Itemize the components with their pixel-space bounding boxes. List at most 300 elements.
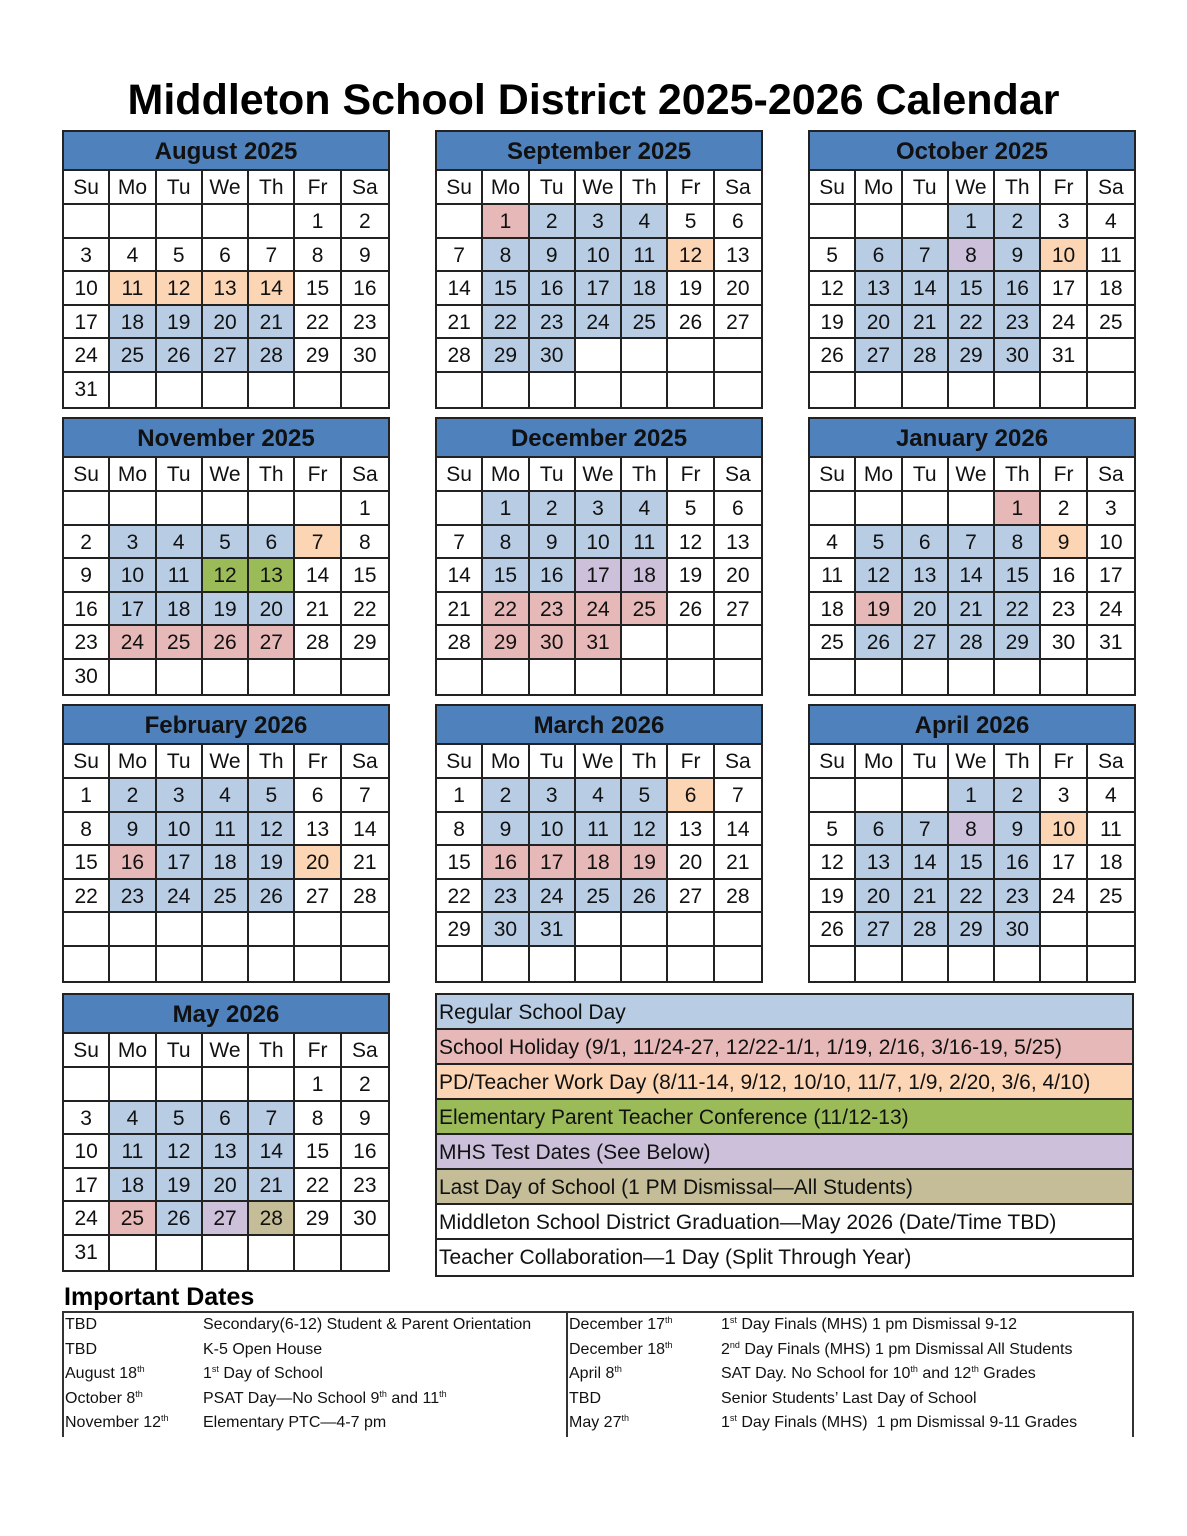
empty-day-cell [249,492,295,526]
empty-day-cell [949,660,995,694]
description-text: K-5 Open House [203,1340,323,1358]
empty-day-cell [157,205,203,239]
empty-day-cell [715,626,761,660]
day-cell: 9 [483,813,529,847]
description-text: Secondary(6-12) Student & Parent Orientation [203,1316,532,1333]
day-cell: 20 [903,593,949,627]
day-cell: 1 [949,205,995,239]
day-cell: 22 [342,593,388,627]
weekday-header: We [203,1034,249,1068]
legend [435,993,1134,1277]
day-cell: 18 [810,593,856,627]
weekday-header: We [576,458,622,492]
empty-day-cell [110,1068,156,1102]
empty-day-cell [110,660,156,694]
month-calendar [808,704,1136,983]
day-cell: 26 [249,880,295,914]
empty-day-cell [110,205,156,239]
important-dates-right-column [568,1313,1132,1437]
empty-day-cell [64,1068,110,1102]
day-cell: 18 [1088,846,1134,880]
important-date-row [64,1338,566,1363]
weekday-header: We [949,458,995,492]
legend-item-none: Teacher Collaboration—1 Day (Split Through Year) [439,1246,912,1269]
day-cell: 9 [995,239,1041,273]
day-cell: 8 [995,526,1041,560]
weekday-header: Mo [856,458,902,492]
ordinal-suffix: st [211,1364,219,1375]
month-calendar [808,130,1136,409]
empty-day-cell [483,660,529,694]
day-cell: 19 [157,306,203,340]
weekday-header: Mo [110,171,156,205]
day-cell: 26 [622,880,668,914]
weekday-header: Su [64,458,110,492]
day-cell: 31 [576,626,622,660]
day-cell: 20 [715,272,761,306]
day-cell: 21 [249,1169,295,1203]
day-cell: 13 [203,1135,249,1169]
day-cell: 4 [110,1102,156,1136]
important-date [568,1313,721,1338]
day-cell: 4 [576,779,622,813]
day-cell: 29 [949,339,995,373]
day-cell: 6 [715,205,761,239]
day-cell: 13 [903,559,949,593]
day-cell: 5 [249,779,295,813]
empty-day-cell [249,205,295,239]
day-cell: 27 [856,913,902,947]
day-cell: 10 [1041,813,1087,847]
important-date-row [64,1387,566,1412]
empty-day-cell [622,660,668,694]
day-cell: 29 [437,913,483,947]
weekday-header: Fr [295,1034,341,1068]
day-cell: 2 [995,205,1041,239]
day-cell: 5 [157,239,203,273]
empty-day-cell [576,913,622,947]
day-cell: 31 [1041,339,1087,373]
empty-day-cell [715,660,761,694]
empty-day-cell [295,1236,341,1270]
day-cell: 21 [249,306,295,340]
empty-day-cell [622,626,668,660]
day-cell: 19 [157,1169,203,1203]
day-cell: 25 [157,626,203,660]
month-title: September 2025 [437,132,761,171]
description-text: Senior Students’ Last Day of School [721,1389,977,1407]
month-title: January 2026 [810,419,1134,458]
empty-day-cell [576,947,622,981]
day-cell: 5 [856,526,902,560]
day-cell: 25 [1088,880,1134,914]
empty-day-cell [622,913,668,947]
day-cell: 26 [157,339,203,373]
weekday-header: Fr [1041,458,1087,492]
day-cell: 15 [295,272,341,306]
day-cell: 1 [483,205,529,239]
important-date-row [568,1362,1132,1387]
day-cell: 24 [64,1202,110,1236]
day-cell: 17 [64,1169,110,1203]
day-cell: 30 [342,339,388,373]
important-date [568,1411,721,1436]
legend-item-pd: PD/Teacher Work Day (8/11-14, 9/12, 10/10, 11/7, 1/9, 2/20, 3/6, 4/10) [437,1065,1132,1100]
month-title: May 2026 [64,995,388,1034]
day-cell: 13 [856,846,902,880]
day-cell: 9 [1041,526,1087,560]
weekday-header: We [203,745,249,779]
weekday-header: Mo [856,171,902,205]
day-cell: 6 [203,239,249,273]
day-cell: 11 [110,1135,156,1169]
day-cell: 2 [483,779,529,813]
empty-day-cell [856,205,902,239]
day-cell: 3 [576,492,622,526]
date-text: December 18 [569,1340,666,1358]
weekday-header: Su [64,171,110,205]
day-cell: 3 [1088,492,1134,526]
weekday-header: Sa [342,171,388,205]
empty-day-cell [530,660,576,694]
day-cell: 10 [110,559,156,593]
day-cell: 21 [342,846,388,880]
empty-day-cell [342,913,388,947]
weekday-header: Th [995,745,1041,779]
day-cell: 22 [295,306,341,340]
empty-day-cell [342,1236,388,1270]
day-cell: 5 [157,1102,203,1136]
day-cell: 10 [64,1135,110,1169]
month-calendar [808,417,1136,696]
important-date-row [568,1411,1132,1436]
day-cell: 22 [949,306,995,340]
day-cell: 25 [622,593,668,627]
day-cell: 10 [1088,526,1134,560]
day-cell: 13 [715,526,761,560]
weekday-header: Tu [903,745,949,779]
empty-day-cell [203,1068,249,1102]
empty-day-cell [1041,660,1087,694]
day-cell: 3 [110,526,156,560]
day-cell: 23 [64,626,110,660]
weekday-header: We [203,171,249,205]
day-cell: 15 [64,846,110,880]
empty-day-cell [856,947,902,981]
empty-day-cell [110,1236,156,1270]
day-cell: 3 [64,1102,110,1136]
empty-day-cell [437,660,483,694]
description-text: and 12 [917,1365,972,1383]
weekday-header: Su [810,458,856,492]
page-title: Middleton School District 2025-2026 Calendar [127,76,1060,124]
day-cell: 9 [342,1102,388,1136]
day-cell: 19 [203,593,249,627]
day-cell: 14 [715,813,761,847]
weekday-header: Tu [530,171,576,205]
day-cell: 5 [622,779,668,813]
day-cell: 14 [295,559,341,593]
month-title: August 2025 [64,132,388,171]
empty-day-cell [810,947,856,981]
empty-day-cell [157,660,203,694]
day-cell: 8 [437,813,483,847]
weekday-header: Sa [715,745,761,779]
empty-day-cell [903,947,949,981]
day-cell: 2 [64,526,110,560]
ordinal-suffix: st [729,1315,737,1325]
day-cell: 21 [903,306,949,340]
empty-day-cell [342,947,388,981]
legend-item-ptc: Elementary Parent Teacher Conference (11/12-13) [437,1100,1132,1135]
day-cell: 9 [530,239,576,273]
weekday-header: Tu [530,745,576,779]
weekday-header: Fr [668,458,714,492]
day-cell: 20 [249,593,295,627]
empty-day-cell [1088,373,1134,407]
day-cell: 8 [64,813,110,847]
day-cell: 8 [949,239,995,273]
day-cell: 19 [810,880,856,914]
day-cell: 17 [1088,559,1134,593]
important-dates-table [62,1311,1134,1437]
day-cell: 21 [903,880,949,914]
day-cell: 16 [110,846,156,880]
day-cell: 17 [64,306,110,340]
weekday-header: Sa [715,171,761,205]
day-cell: 13 [668,813,714,847]
empty-day-cell [157,947,203,981]
empty-day-cell [668,947,714,981]
weekday-header: Th [249,1034,295,1068]
description-text: PSAT Day—No School 9 [203,1389,380,1407]
day-cell: 21 [715,846,761,880]
day-cell: 10 [530,813,576,847]
day-cell: 28 [715,880,761,914]
day-cell: 18 [576,846,622,880]
day-cell: 22 [995,593,1041,627]
weekday-header: We [576,745,622,779]
day-cell: 30 [530,339,576,373]
important-date-description [721,1338,1072,1363]
day-cell: 19 [810,306,856,340]
day-cell: 13 [249,559,295,593]
day-cell: 28 [903,339,949,373]
empty-day-cell [856,492,902,526]
day-cell: 7 [903,813,949,847]
day-cell: 6 [203,1102,249,1136]
day-cell: 30 [342,1202,388,1236]
day-cell: 10 [576,239,622,273]
empty-day-cell [295,913,341,947]
day-cell: 21 [437,593,483,627]
day-cell: 26 [856,626,902,660]
day-cell: 15 [483,272,529,306]
day-cell: 26 [810,339,856,373]
weekday-header: Sa [1088,171,1134,205]
day-cell: 2 [342,1068,388,1102]
day-cell: 5 [668,492,714,526]
day-cell: 27 [715,593,761,627]
description-text: Elementary PTC—4-7 pm [203,1414,387,1432]
month-calendar [62,417,390,696]
day-cell: 30 [530,626,576,660]
important-date [568,1338,721,1363]
weekday-header: Sa [715,458,761,492]
day-cell: 7 [715,779,761,813]
important-date [64,1362,203,1387]
day-cell: 10 [576,526,622,560]
day-cell: 8 [295,1102,341,1136]
important-date-row [64,1411,566,1436]
day-cell: 1 [483,492,529,526]
day-cell: 25 [110,1202,156,1236]
day-cell: 6 [715,492,761,526]
empty-day-cell [856,660,902,694]
empty-day-cell [203,205,249,239]
empty-day-cell [483,947,529,981]
month-calendar [435,704,763,983]
day-cell: 26 [203,626,249,660]
important-date-row [64,1362,566,1387]
day-cell: 12 [810,272,856,306]
weekday-header: Su [64,1034,110,1068]
important-date-description [203,1387,447,1412]
empty-day-cell [949,492,995,526]
description-text: 1 [721,1316,730,1333]
description-text: 2 [721,1340,730,1358]
month-calendar [435,130,763,409]
empty-day-cell [110,947,156,981]
legend-item-none: Middleton School District Graduation—May 2026 (Date/Time TBD) [437,1205,1132,1240]
day-cell: 4 [622,205,668,239]
month-title: April 2026 [810,706,1134,745]
day-cell: 15 [295,1135,341,1169]
weekday-header: Th [249,171,295,205]
day-cell: 29 [949,913,995,947]
day-cell: 19 [249,846,295,880]
day-cell: 3 [576,205,622,239]
day-cell: 11 [622,526,668,560]
day-cell: 6 [856,813,902,847]
weekday-header: We [576,171,622,205]
ordinal-suffix: th [439,1388,447,1399]
day-cell: 20 [668,846,714,880]
weekday-header: Th [995,171,1041,205]
day-cell: 26 [810,913,856,947]
month-calendar [62,993,390,1272]
ordinal-suffix: th [135,1388,143,1399]
day-cell: 28 [949,626,995,660]
day-cell: 10 [1041,239,1087,273]
day-cell: 31 [64,1236,110,1270]
day-cell: 13 [295,813,341,847]
weekday-header: Th [995,458,1041,492]
day-cell: 16 [1041,559,1087,593]
legend-item-regular: Regular School Day [437,995,1132,1030]
day-cell: 6 [856,239,902,273]
empty-day-cell [249,1236,295,1270]
empty-day-cell [295,947,341,981]
empty-day-cell [856,373,902,407]
empty-day-cell [110,492,156,526]
day-cell: 8 [483,239,529,273]
weekday-header: Th [622,745,668,779]
day-cell: 4 [110,239,156,273]
ordinal-suffix: th [665,1339,673,1350]
day-cell: 8 [295,239,341,273]
day-cell: 24 [1041,306,1087,340]
day-cell: 11 [1088,813,1134,847]
day-cell: 20 [856,880,902,914]
ordinal-suffix: th [379,1388,387,1399]
ordinal-suffix: st [729,1413,737,1424]
empty-day-cell [249,373,295,407]
empty-day-cell [622,947,668,981]
day-cell: 31 [530,913,576,947]
day-cell: 2 [110,779,156,813]
day-cell: 8 [483,526,529,560]
day-cell: 12 [622,813,668,847]
weekday-header: Th [622,458,668,492]
day-cell: 11 [622,239,668,273]
weekday-header: Mo [110,1034,156,1068]
day-cell: 4 [622,492,668,526]
empty-day-cell [810,492,856,526]
empty-day-cell [715,947,761,981]
empty-day-cell [668,913,714,947]
empty-day-cell [110,373,156,407]
weekday-header: Tu [903,458,949,492]
description-text: and 11 [386,1389,440,1407]
empty-day-cell [576,339,622,373]
empty-day-cell [64,492,110,526]
weekday-header: Su [437,745,483,779]
important-date [568,1387,721,1412]
day-cell: 4 [157,526,203,560]
day-cell: 24 [576,306,622,340]
day-cell: 7 [949,526,995,560]
description-text: 1 [721,1414,730,1432]
day-cell: 24 [576,593,622,627]
empty-day-cell [995,373,1041,407]
day-cell: 29 [483,339,529,373]
description-text: Day Finals (MHS) 1 pm Dismissal 9-11 Grades [736,1414,1078,1432]
day-cell: 14 [903,272,949,306]
empty-day-cell [949,947,995,981]
day-cell: 18 [1088,272,1134,306]
empty-day-cell [437,205,483,239]
empty-day-cell [903,779,949,813]
day-cell: 23 [995,880,1041,914]
important-dates-left-column [64,1313,568,1437]
important-date [568,1362,721,1387]
day-cell: 1 [295,205,341,239]
empty-day-cell [1041,373,1087,407]
day-cell: 9 [64,559,110,593]
day-cell: 23 [530,306,576,340]
day-cell: 18 [622,272,668,306]
empty-day-cell [810,205,856,239]
important-date-description [721,1362,1036,1387]
day-cell: 6 [249,526,295,560]
empty-day-cell [157,1068,203,1102]
empty-day-cell [715,373,761,407]
important-date-row [568,1338,1132,1363]
empty-day-cell [249,1068,295,1102]
day-cell: 6 [295,779,341,813]
empty-day-cell [64,205,110,239]
